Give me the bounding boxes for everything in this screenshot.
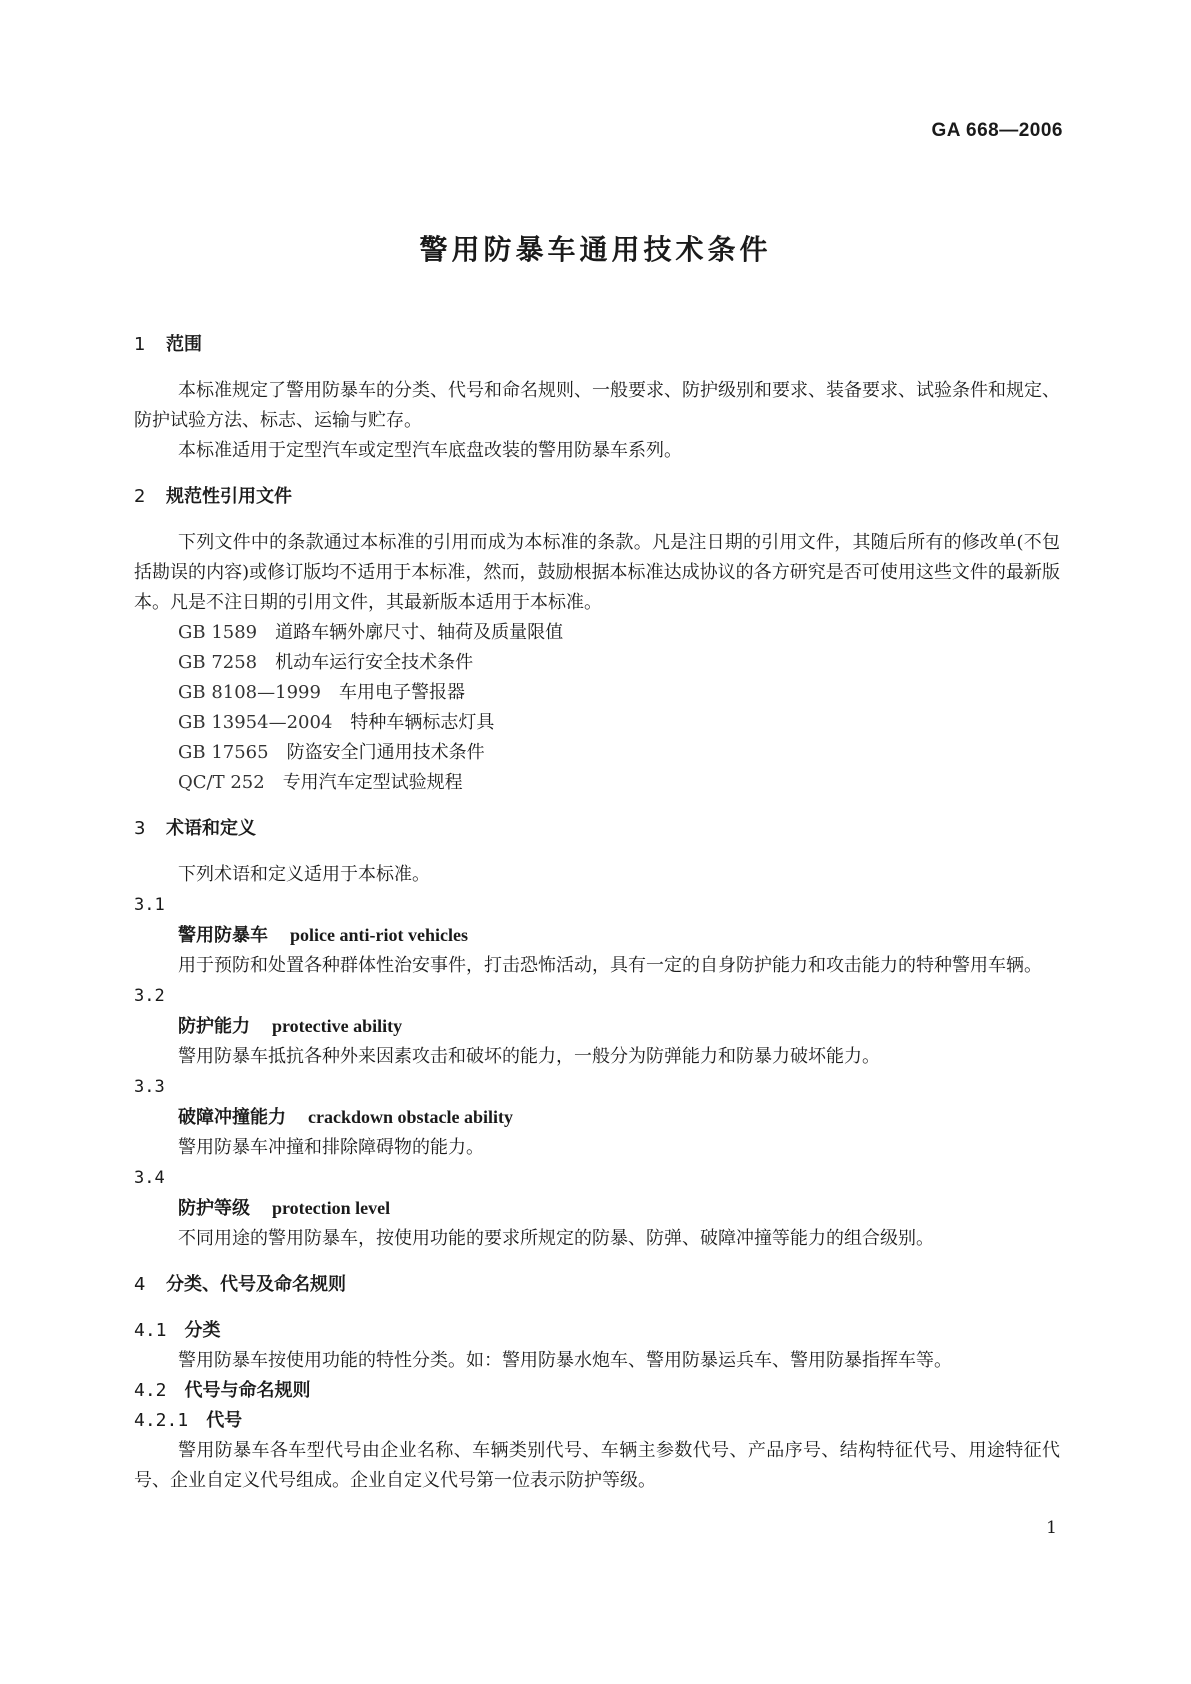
term-definition: 警用防暴车抵抗各种外来因素攻击和破坏的能力，一般分为防弹能力和防暴力破坏能力。	[178, 1046, 880, 1067]
term-number: 3.1	[134, 895, 165, 915]
reference-item: GB 13954—2004 特种车辆标志灯具	[178, 712, 495, 733]
reference-item: QC/T 252 专用汽车定型试验规程	[178, 772, 463, 793]
standard-code: GA 668—2006	[931, 120, 1063, 141]
document-body	[134, 330, 1060, 1496]
paragraph: 本标准规定了警用防暴车的分类、代号和命名规则、一般要求、防护级别和要求、装备要求、试验条件和规定、防护试验方法、标志、运输与贮存。	[134, 380, 1060, 431]
page-number: 1	[1046, 1518, 1057, 1538]
subsection-heading: 4.1 分类	[134, 1320, 221, 1341]
term-number: 3.3	[134, 1077, 165, 1097]
paragraph: 本标准适用于定型汽车或定型汽车底盘改装的警用防暴车系列。	[178, 440, 682, 461]
section-heading: 3 术语和定义	[134, 818, 256, 839]
term-name: 警用防暴车 police anti-riot vehicles	[178, 925, 468, 946]
term-name: 破障冲撞能力 crackdown obstacle ability	[178, 1107, 513, 1128]
term-definition: 不同用途的警用防暴车，按使用功能的要求所规定的防暴、防弹、破障冲撞等能力的组合级别。	[178, 1228, 934, 1249]
reference-item: GB 7258 机动车运行安全技术条件	[178, 652, 474, 673]
section-1	[134, 330, 1060, 466]
section-3	[134, 814, 1060, 1254]
term-number: 3.4	[134, 1168, 165, 1188]
reference-item: GB 17565 防盗安全门通用技术条件	[178, 742, 485, 763]
section-heading: 4 分类、代号及命名规则	[134, 1274, 346, 1295]
paragraph: 警用防暴车各车型代号由企业名称、车辆类别代号、车辆主参数代号、产品序号、结构特征代号、用途特征代号、企业自定义代号组成。企业自定义代号第一位表示防护等级。	[134, 1440, 1060, 1491]
paragraph: 下列文件中的条款通过本标准的引用而成为本标准的条款。凡是注日期的引用文件，其随后所有的修改单(不包括勘误的内容)或修订版均不适用于本标准，然而，鼓励根据本标准达成协议的各方研究是否可使用这些文件的最新版本。凡是不注日期的引用文件，其最新版本适用于本标准。	[134, 532, 1060, 613]
reference-list	[134, 618, 1060, 798]
term-definition: 用于预防和处置各种群体性治安事件，打击恐怖活动，具有一定的自身防护能力和攻击能力的特种警用车辆。	[178, 955, 1042, 976]
reference-item: GB 1589 道路车辆外廓尺寸、轴荷及质量限值	[178, 622, 564, 643]
document-title: 警用防暴车通用技术条件	[419, 233, 772, 266]
section-heading: 1 范围	[134, 334, 202, 355]
section-heading: 2 规范性引用文件	[134, 486, 292, 507]
term-number: 3.2	[134, 986, 165, 1006]
paragraph: 警用防暴车按使用功能的特性分类。如：警用防暴水炮车、警用防暴运兵车、警用防暴指挥车等。	[178, 1350, 952, 1371]
section-2	[134, 482, 1060, 798]
reference-item: GB 8108—1999 车用电子警报器	[178, 682, 465, 703]
term-name: 防护能力 protective ability	[178, 1016, 403, 1037]
term-name: 防护等级 protection level	[178, 1198, 391, 1219]
term-definition: 警用防暴车冲撞和排除障碍物的能力。	[178, 1137, 484, 1158]
subsection-heading: 4.2.1 代号	[134, 1410, 243, 1431]
subsection-heading: 4.2 代号与命名规则	[134, 1380, 311, 1401]
paragraph: 下列术语和定义适用于本标准。	[178, 864, 430, 885]
section-4	[134, 1270, 1060, 1496]
